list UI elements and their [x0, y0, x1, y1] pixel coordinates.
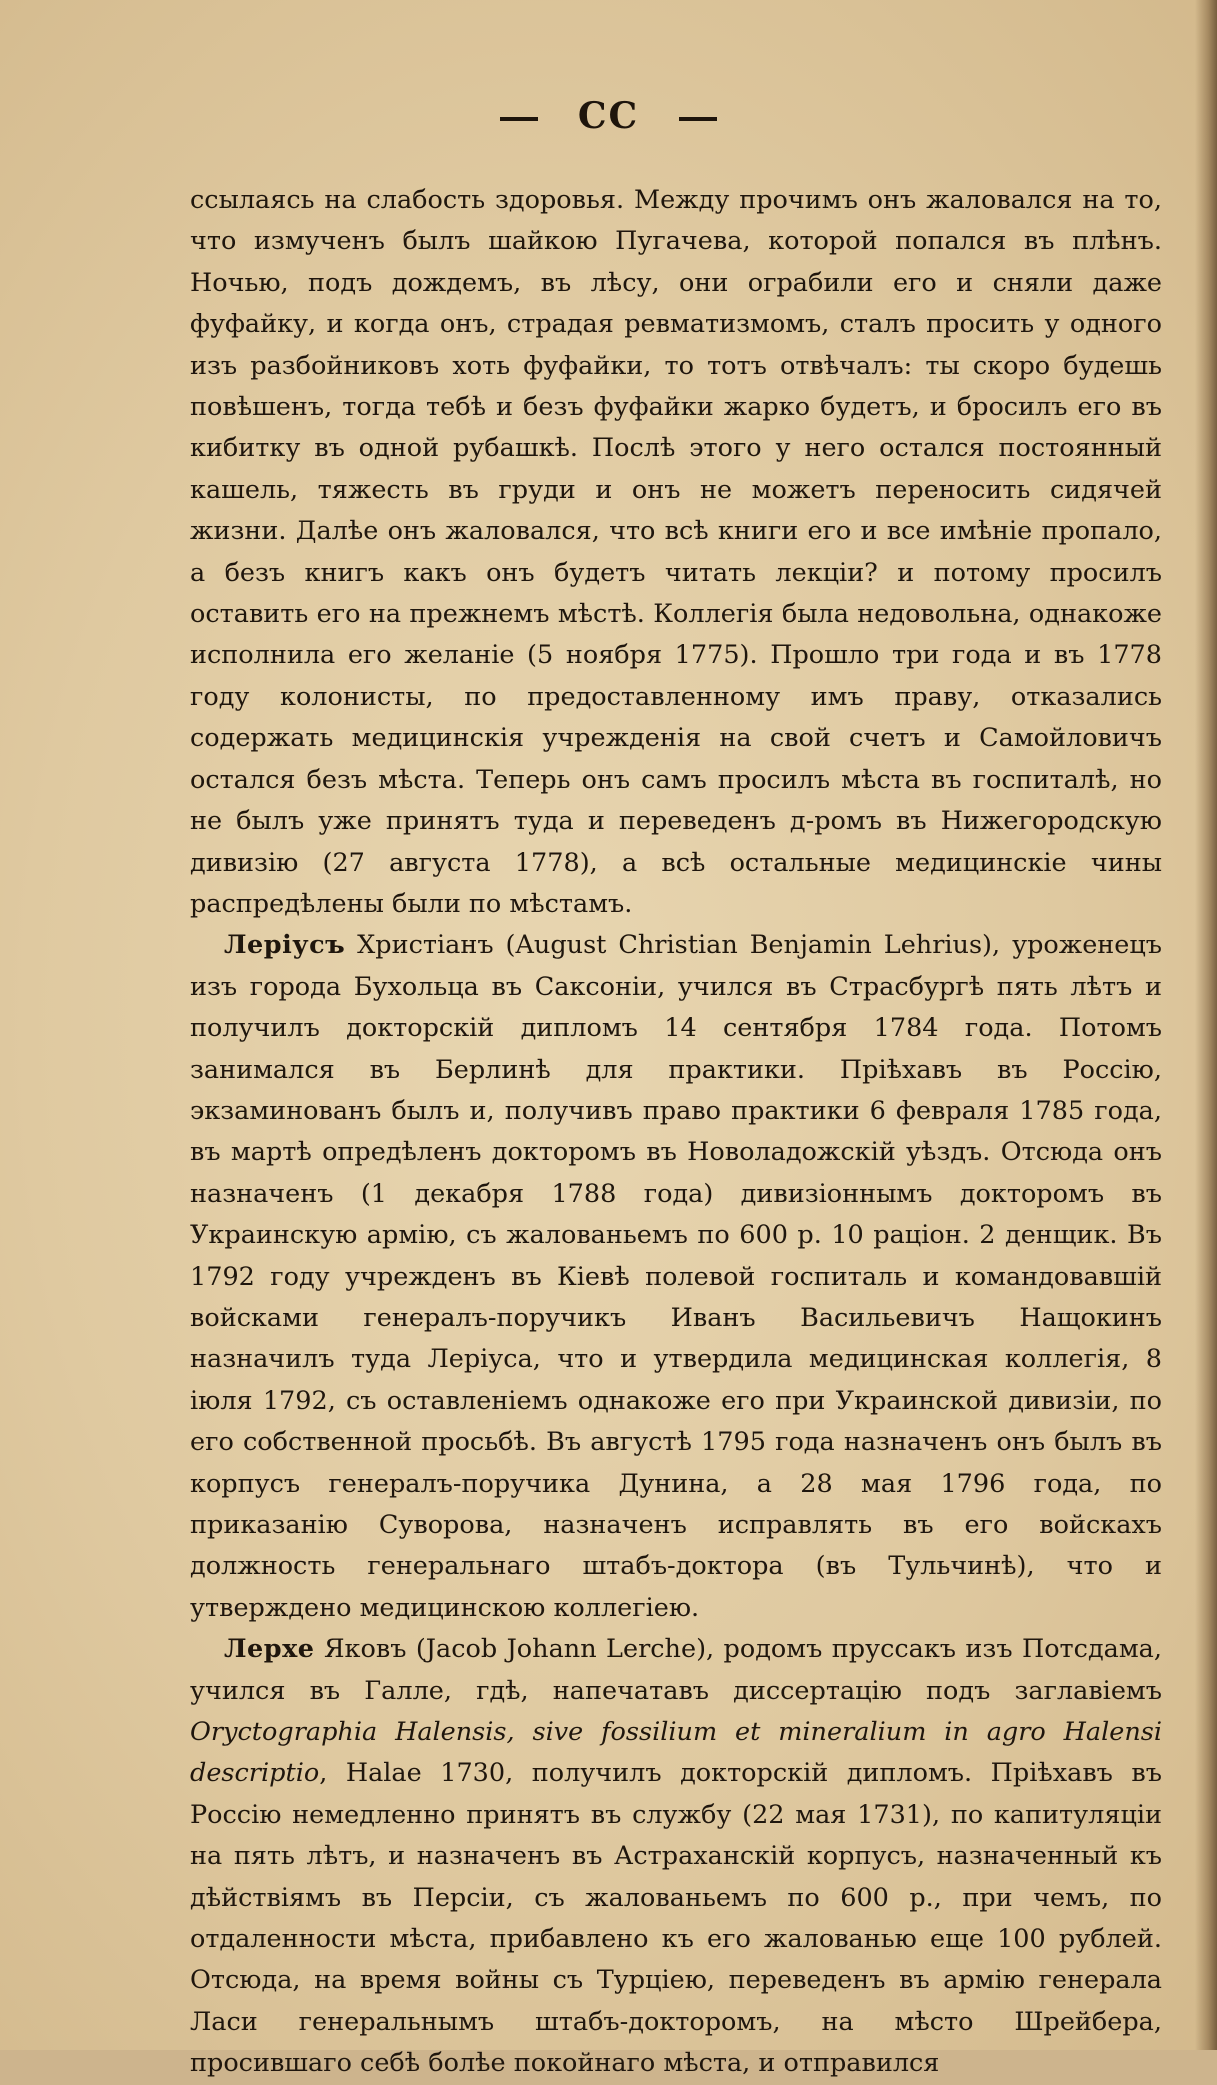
paragraph-lerche	[190, 1629, 1162, 2084]
entry-name-lerius: Леріусъ	[224, 930, 346, 961]
page-gutter-shadow	[1195, 0, 1217, 2050]
entry-text-lerius: Христіанъ (August Christian Benjamin Lehrius), уроженецъ изъ города Бухольца въ Саксоніи, учился въ Страсбургѣ пять лѣтъ и получилъ докторскій дипломъ 14 сентября 1784 года. Потомъ занимался въ Берлинѣ для практики. Пріѣхавъ въ Россію, экзаминованъ былъ и, получивъ право практики 6 февраля 1785 года, въ мартѣ опредѣленъ докторомъ въ Новоладожскій уѣздъ. Отсюда онъ назначенъ (1 декабря 1788 года) дивизіоннымъ докторомъ въ Украинскую армію, съ жалованьемъ по 600 р. 10 раціон. 2 денщик. Въ 1792 году учрежденъ въ Кіевѣ полевой госпиталь и командовавшій войсками генералъ-поручикъ Иванъ Васильевичъ Нащокинъ назначилъ туда Леріуса, что и утвердила медицинская коллегія, 8 іюля 1792, съ оставленіемъ однакоже его при Украинской дивизіи, по его собственной просьбѣ. Въ августѣ 1795 года назначенъ онъ былъ въ корпусъ генералъ-поручика Дунина, а 28 мая 1796 года, по приказанію Суворова, назначенъ исправлять въ его войскахъ должность генеральнаго штабъ-доктора (въ Тульчинѣ), что и утверждено медицинскою коллегіею.	[190, 930, 1162, 1623]
entry-text-lerche-part1: Яковъ (Jacob Johann Lerche), родомъ пруссакъ изъ Потсдама, учился въ Галле, гдѣ, напечатавъ диссертацію подъ заглавіемъ	[190, 1634, 1162, 1706]
paragraph-samoylovich-continued: ссылаясь на слабость здоровья. Между прочимъ онъ жаловался на то, что измученъ былъ шайкою Пугачева, которой попался въ плѣнъ. Ночью, подъ дождемъ, въ лѣсу, они ограбили его и сняли даже фуфайку, и когда онъ, страдая ревматизмомъ, сталъ просить у одного изъ разбойниковъ хоть фуфайки, то тотъ отвѣчалъ: ты скоро будешь повѣшенъ, тогда тебѣ и безъ фуфайки жарко будетъ, и бросилъ его въ кибитку въ одной рубашкѣ. Послѣ этого у него остался постоянный кашель, тяжесть въ груди и онъ не можетъ переносить сидячей жизни. Далѣе онъ жаловался, что всѣ книги его и все имѣніе пропало, а безъ книгъ какъ онъ будетъ читать лекціи? и потому просилъ оставить его на прежнемъ мѣстѣ. Коллегія была недовольна, однакоже исполнила его желаніе (5 ноября 1775). Прошло три года и въ 1778 году колонисты, по предоставленному имъ праву, отказались содержать медицинскія учрежденія на свой счетъ и Самойловичъ остался безъ мѣста. Теперь онъ самъ просилъ мѣста въ госпиталѣ, но не былъ уже принятъ туда и переведенъ д-ромъ въ Нижегородскую дивизію (27 августа 1778), а всѣ остальные медицинскіе чины распредѣлены были по мѣстамъ.	[190, 185, 1162, 919]
paragraph-lerius	[190, 925, 1162, 1629]
body-text	[190, 180, 1162, 2085]
entry-name-lerche: Лерхе	[224, 1634, 315, 1665]
entry-text-lerche-part2: , Halae 1730, получилъ докторскій дипломъ. Пріѣхавъ въ Россію немедленно принятъ въ службу (22 мая 1731), по капитуляціи на пять лѣтъ, и назначенъ въ Астраханскій корпусъ, назначенный къ дѣйствіямъ въ Персіи, съ жалованьемъ по 600 р., при чемъ, по отдаленности мѣста, прибавлено къ его жалованью еще 100 рублей. Отсюда, на время войны съ Турціею, переведенъ въ армію генерала Ласи генеральнымъ штабъ-докторомъ, на мѣсто Шрейбера, просившаго себѣ болѣе покойнаго мѣста, и отправился	[190, 1758, 1162, 2079]
dissertation-title: Oryctographia Halensis, sive fossilium et mineralium in agro Halensi descriptio	[190, 1717, 1162, 1789]
header-dash-right	[679, 117, 717, 121]
header-dash-left	[500, 117, 538, 121]
page-number: СС	[577, 95, 640, 137]
page-header	[0, 95, 1217, 137]
